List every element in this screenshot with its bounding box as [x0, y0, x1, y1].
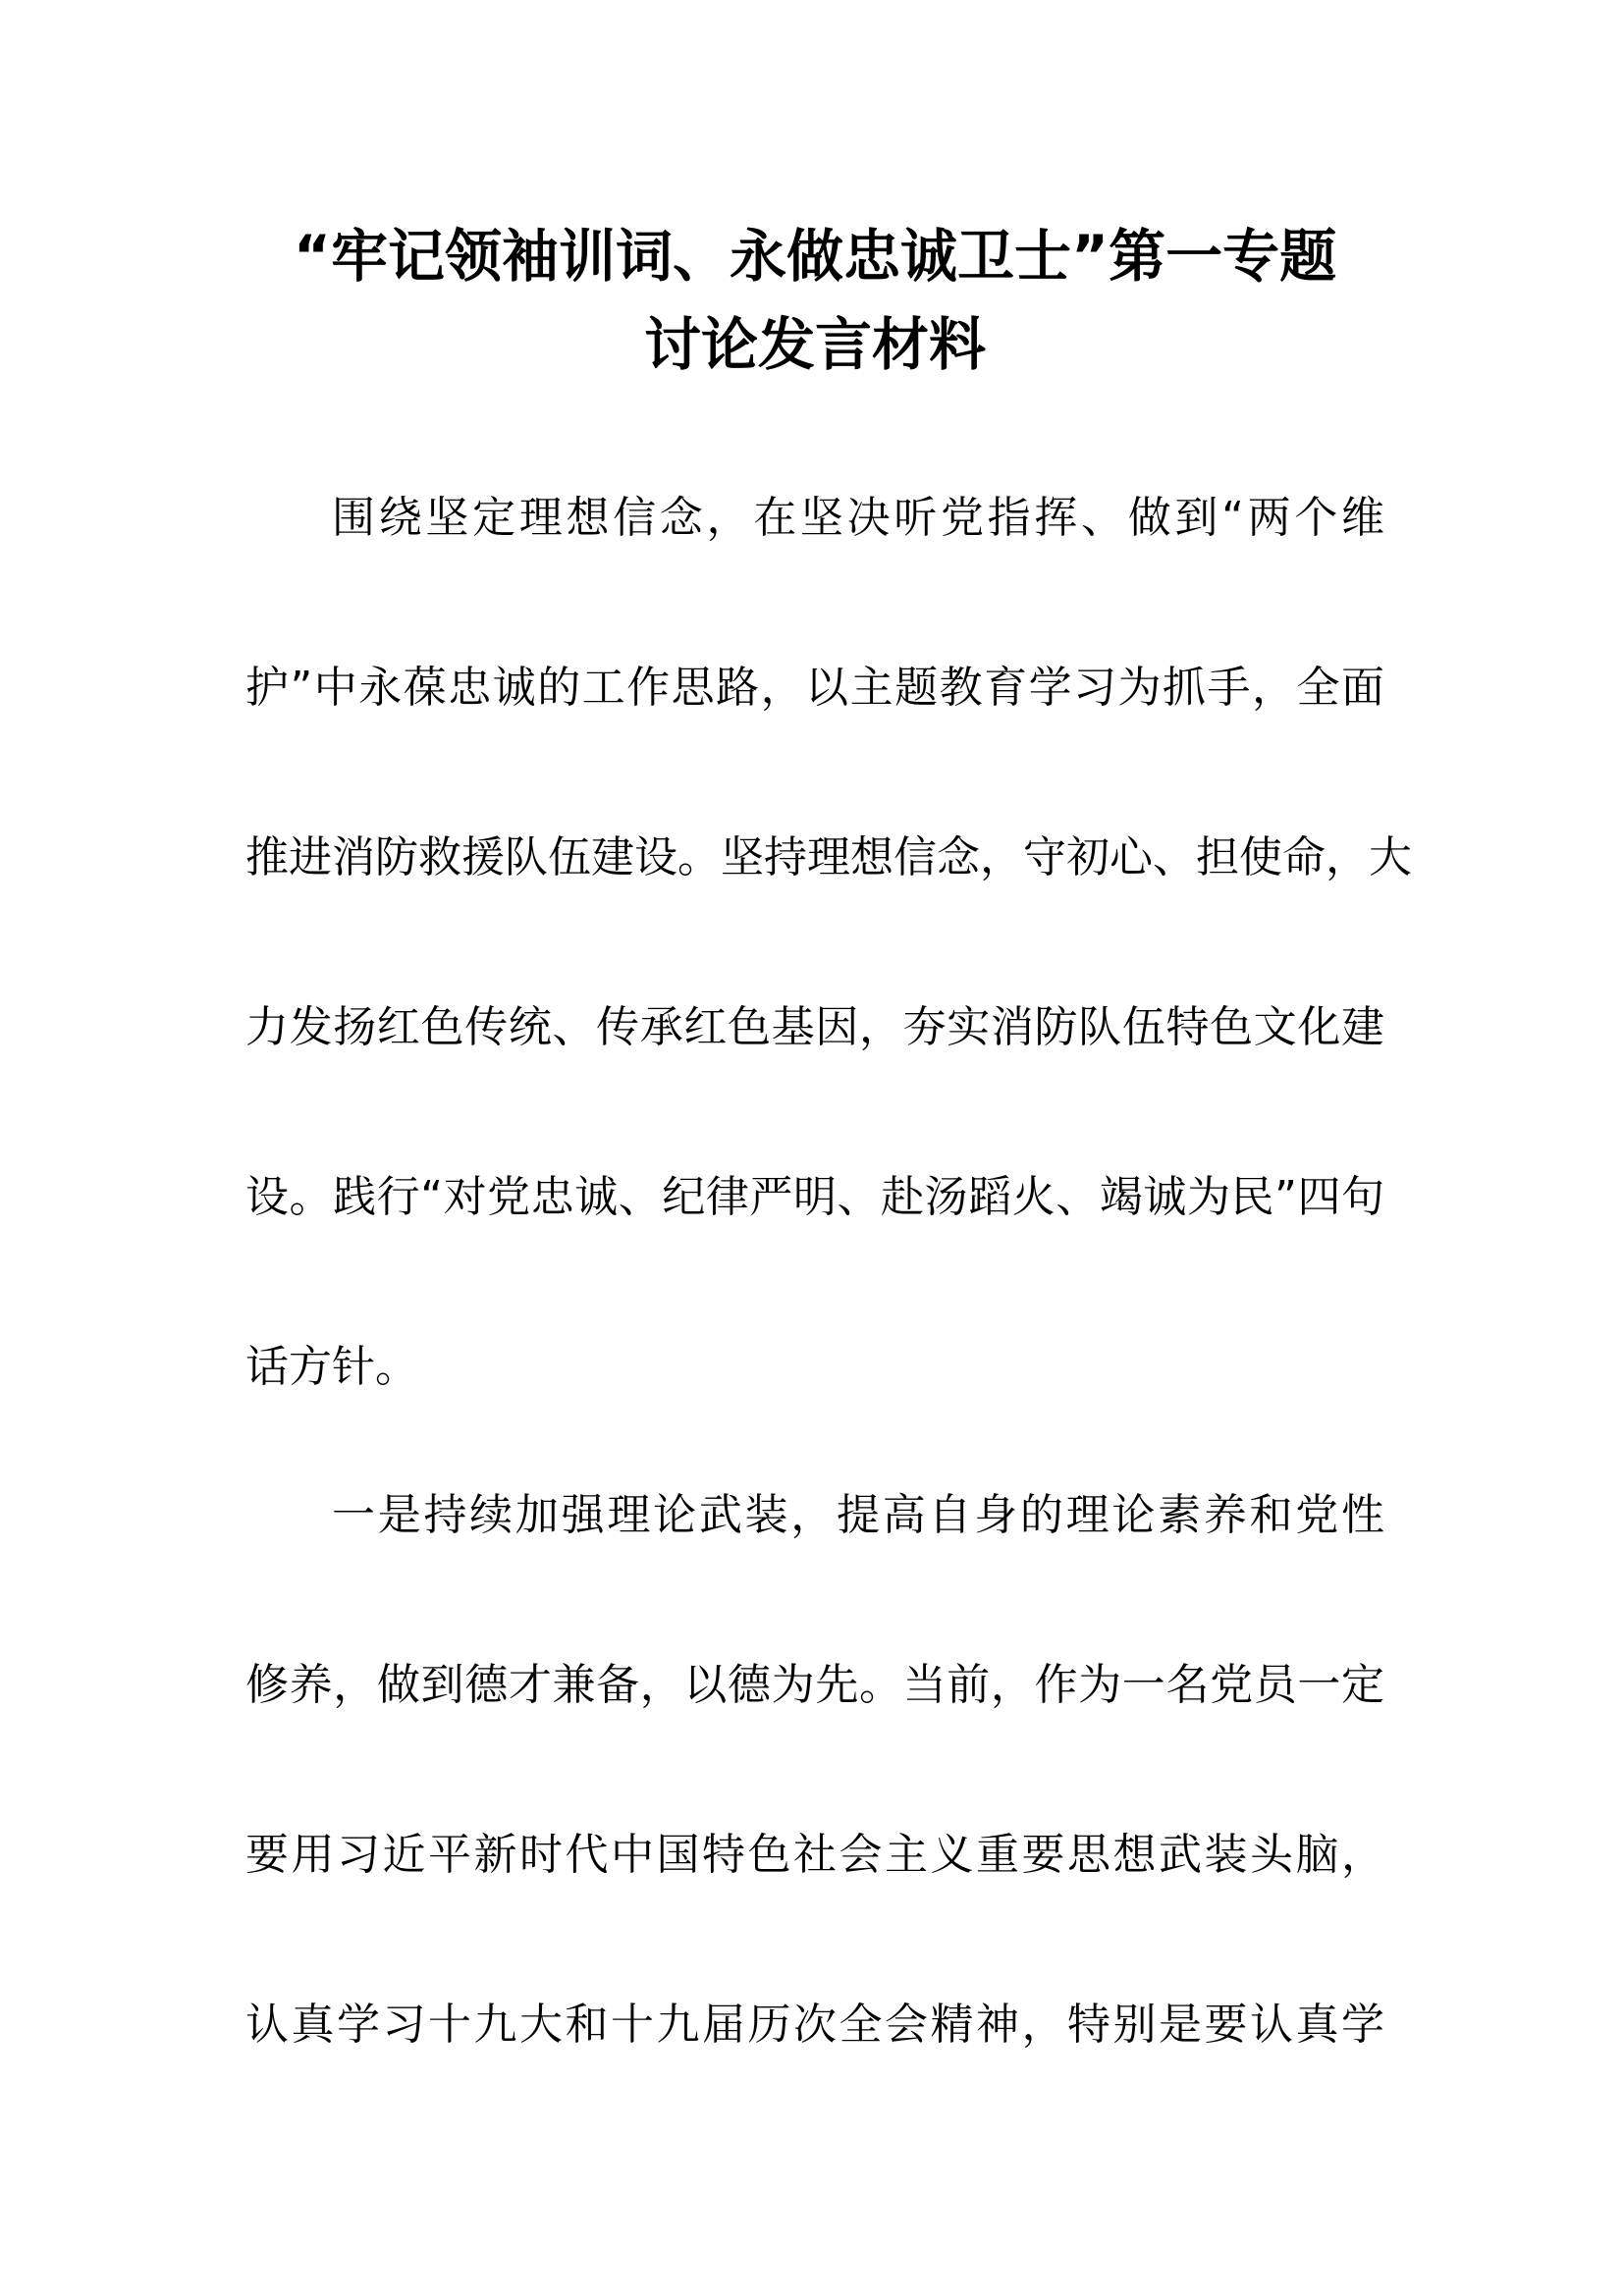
paragraph-2-line-1: 一是持续加强理论武装，提高自身的理论素养和党性 [332, 1490, 1384, 1540]
paragraph-1-line-5: 设。践行“对党忠诚、纪律严明、赴汤蹈火、竭诚为民”四句 [245, 1172, 1384, 1222]
paragraph-1-line-4: 力发扬红色传统、传承红色基因，夯实消防队伍特色文化建 [245, 1002, 1384, 1052]
paragraph-1-line-1: 围绕坚定理想信念，在坚决听党指挥、做到“两个维 [332, 493, 1384, 543]
paragraph-2-line-4: 认真学习十九大和十九届历次全会精神，特别是要认真学 [245, 2000, 1384, 2050]
paragraph-2-line-3: 要用习近平新时代中国特色社会主义重要思想武装头脑， [245, 1830, 1384, 1880]
document-title-line-1: “牢记领袖训词、永做忠诚卫士”第一专题 [293, 223, 1337, 290]
paragraph-1-line-3: 推进消防救援队伍建设。坚持理想信念，守初心、担使命，大 [245, 832, 1412, 882]
paragraph-2-line-2: 修养，做到德才兼备，以德为先。当前，作为一名党员一定 [245, 1660, 1384, 1710]
paragraph-1-line-2: 护”中永葆忠诚的工作思路，以主题教育学习为抓手，全面 [245, 663, 1384, 713]
document-title-line-2: 讨论发言材料 [643, 311, 986, 378]
paragraph-1-line-6: 话方针。 [245, 1342, 418, 1392]
